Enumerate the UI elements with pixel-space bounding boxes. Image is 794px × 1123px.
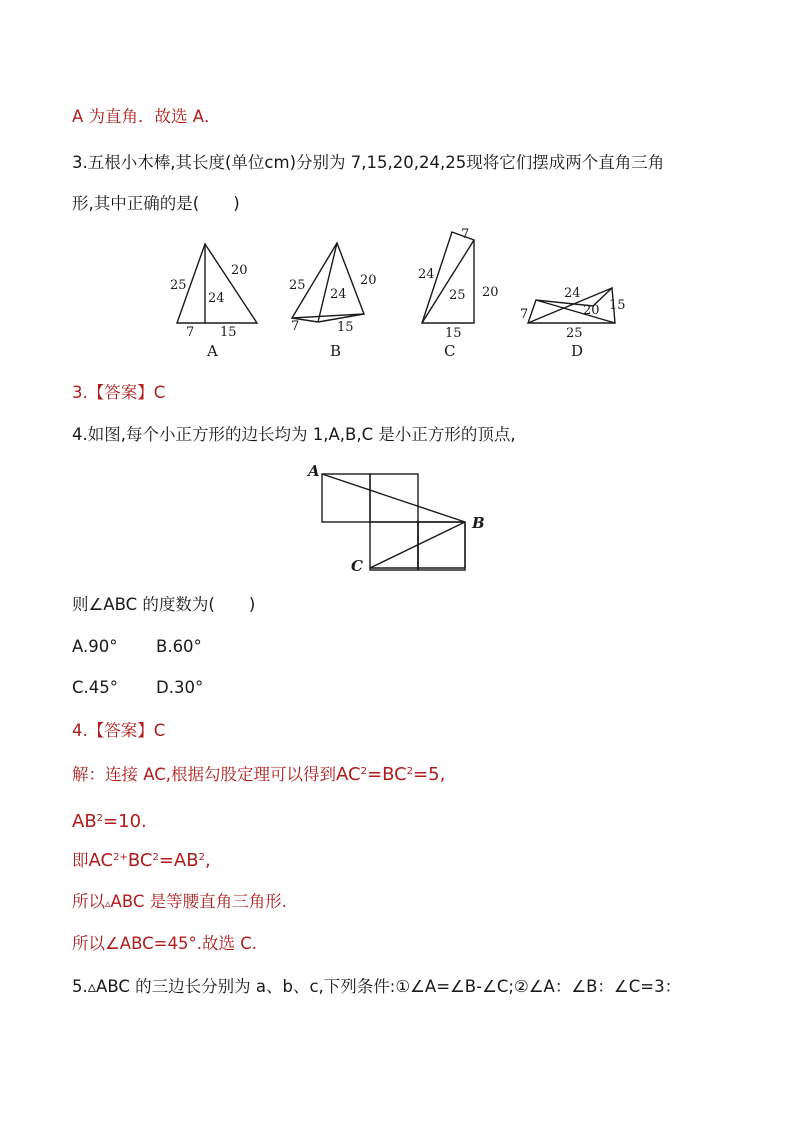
fig-c-24: 24 (418, 267, 435, 282)
fig-c-7: 7 (461, 227, 470, 242)
option-c: C.45° (72, 678, 119, 697)
q3-stem-line1: 3.五根小木棒,其长度(单位cm)分别为 7,15,20,24,25现将它们摆成两个直角三角 (72, 153, 665, 172)
fig-b-15: 15 (337, 320, 354, 335)
option-b: B.60° (156, 637, 202, 656)
segment-ab (322, 474, 465, 522)
q3-figures (160, 226, 630, 362)
q3-stem-line2: 形,其中正确的是( ) (72, 194, 240, 213)
fig-d-7: 7 (520, 307, 529, 322)
fig-a-20: 20 (231, 263, 248, 278)
fig-d-24: 24 (564, 286, 581, 301)
option-d: D.30° (156, 678, 204, 697)
fig-a-7: 7 (186, 325, 195, 340)
fig-c-label: C (444, 342, 456, 360)
option-a: A.90° (72, 637, 118, 656)
q3-answer: 3.【答案】C (72, 383, 166, 402)
q4-ask: 则∠ABC 的度数为( ) (72, 595, 256, 614)
fig-c-20: 20 (482, 285, 499, 300)
q4-options-row2 (72, 677, 203, 699)
q4-solution-line2: $AB^2=10$. (72, 811, 147, 832)
q4-answer: 4.【答案】C (72, 721, 166, 740)
fig-a-label: A (207, 342, 218, 360)
q4-stem: 4.如图,每个小正方形的边长均为 1,A,B,C 是小正方形的顶点, (72, 425, 516, 444)
fig-d-15: 15 (609, 298, 626, 313)
fig-a-25: 25 (170, 278, 187, 293)
fig-b-7: 7 (291, 319, 300, 334)
fig-d-25: 25 (566, 326, 583, 341)
q4-solution-line3: 即$AC^{2+}BC^2=AB^2$, (72, 850, 211, 871)
fig-a-triangle (177, 244, 257, 323)
q4-solution-line5: 所以∠ABC=45°.故选 C. (72, 934, 257, 953)
fig-b-inner (318, 243, 337, 322)
point-b-label: B (472, 514, 485, 532)
fig-a-24: 24 (208, 291, 225, 306)
q4-options-row1 (72, 636, 202, 658)
q4-grid-figure (300, 458, 500, 578)
fig-b-label: B (330, 342, 342, 360)
prev-answer-line: A 为直角．故选 A． (72, 107, 221, 126)
fig-a-15: 15 (220, 325, 237, 340)
fig-b-25: 25 (289, 278, 306, 293)
q4-solution-line4: 所以▵ABC 是等腰直角三角形. (72, 892, 287, 911)
point-c-label: C (351, 557, 363, 575)
fig-c-15: 15 (445, 326, 462, 341)
fig-b-24: 24 (330, 287, 347, 302)
q5-stem: 5.▵ABC 的三边长分别为 a、b、c,下列条件:①∠A=∠B-∠C;②∠A：∠B：∠C=3： (72, 977, 682, 996)
fig-c-25: 25 (449, 288, 466, 303)
fig-d-20: 20 (583, 303, 600, 318)
q4-solution-line1: 解：连接 AC,根据勾股定理可以得到$AC^2=BC^2=5$, (72, 764, 446, 785)
fig-d-label: D (571, 342, 584, 360)
fig-b-20: 20 (360, 273, 377, 288)
point-a-label: A (308, 462, 320, 480)
